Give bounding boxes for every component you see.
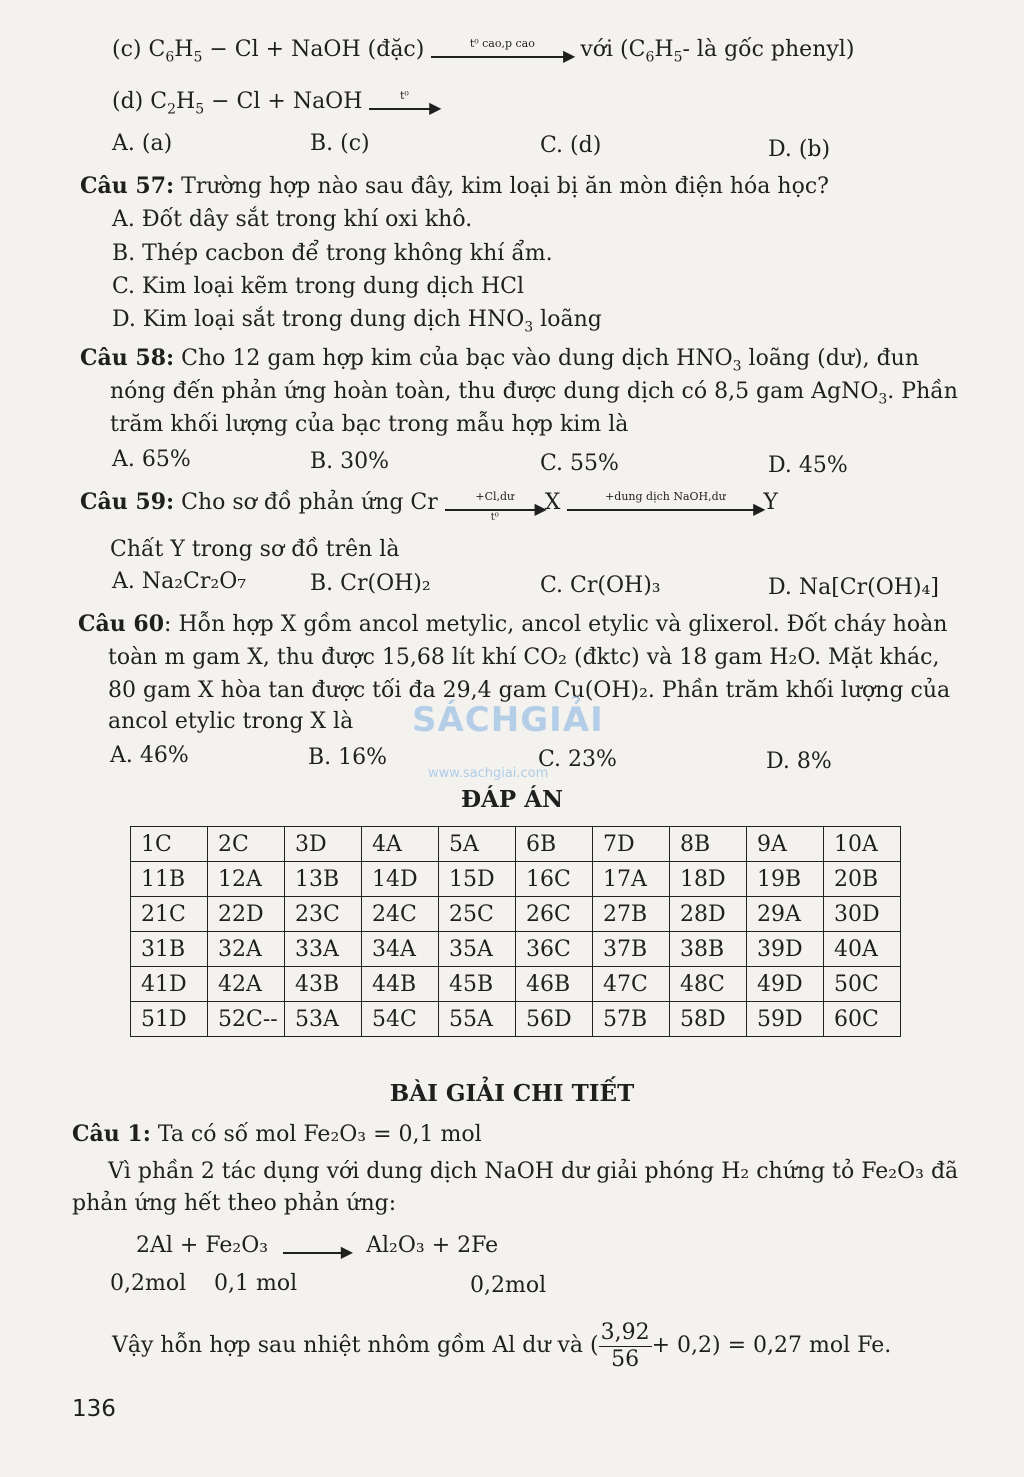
answer-cell: 1C: [131, 827, 208, 862]
answer-cell: 45B: [439, 967, 516, 1002]
q57-option-c: C. Kim loại kẽm trong dung dịch HCl: [112, 274, 524, 299]
q59-question-line2: Chất Y trong sơ đồ trên là: [110, 537, 400, 562]
q57-question: Câu 57: Trường hợp nào sau đây, kim loại bị ăn mòn điện hóa học?: [80, 173, 829, 199]
answer-cell: 21C: [131, 897, 208, 932]
answer-cell: 22D: [208, 897, 285, 932]
answers-row: [131, 897, 901, 932]
solution-final: Vậy hỗn hợp sau nhiệt nhôm gồm Al dư và ( $\frac{3,92}{56}$ + 0,2) = 0,27 mol Fe.: [112, 1319, 892, 1372]
answer-cell: 48C: [670, 967, 747, 1002]
solution-line3: phản ứng hết theo phản ứng:: [72, 1191, 397, 1216]
q58-option-d: D. 45%: [768, 453, 848, 478]
q60-option-c: C. 23%: [538, 747, 617, 772]
answer-cell: 12A: [208, 862, 285, 897]
answer-cell: 41D: [131, 967, 208, 1002]
answer-cell: 36C: [516, 932, 593, 967]
answers-row: [131, 932, 901, 967]
q59-option-c: C. Cr(OH)₃: [540, 573, 661, 598]
q60-question-line1: Câu 60: Hỗn hợp X gồm ancol metylic, ancol etylic và glixerol. Đốt cháy hoàn: [78, 611, 948, 637]
answer-cell: 2C: [208, 827, 285, 862]
answer-cell: 38B: [670, 932, 747, 967]
answer-cell: 8B: [670, 827, 747, 862]
answer-cell: 10A: [824, 827, 901, 862]
q60-option-a: A. 46%: [110, 743, 189, 768]
reaction-arrow: ▶: [283, 1238, 351, 1254]
answer-cell: 57B: [593, 1002, 670, 1037]
q58-option-b: B. 30%: [310, 449, 390, 474]
answer-cell: 6B: [516, 827, 593, 862]
answers-row: [131, 967, 901, 1002]
answer-cell: 23C: [285, 897, 362, 932]
q58-question-line2: nóng đến phản ứng hoàn toàn, thu được dung dịch có 8,5 gam AgNO$_3$. Phần: [110, 379, 958, 408]
watermark-logo: SÁCHGIẢI: [412, 700, 604, 740]
reaction-arrow: +dung dịch NaOH,dư ▶: [567, 495, 763, 511]
answer-cell: 16C: [516, 862, 593, 897]
solution-heading: BÀI GIẢI CHI TIẾT: [389, 1080, 635, 1107]
answer-cell: 49D: [747, 967, 824, 1002]
answers-row: [131, 827, 901, 862]
answer-cell: 20B: [824, 862, 901, 897]
answer-cell: 43B: [285, 967, 362, 1002]
answer-cell: 59D: [747, 1002, 824, 1037]
solution-line2: Vì phần 2 tác dụng với dung dịch NaOH dư giải phóng H₂ chứng tỏ Fe₂O₃ đã: [108, 1159, 959, 1184]
answers-row: [131, 1002, 901, 1037]
q56-line-c: (c) $C_6H_5 - Cl$ + NaOH (đặc) t⁰ cao,p cao ▶ với ($C_6H_5-$ là gốc phenyl): [112, 37, 855, 66]
answer-cell: 3D: [285, 827, 362, 862]
answer-cell: 24C: [362, 897, 439, 932]
answer-cell: 56D: [516, 1002, 593, 1037]
fraction: $\frac{3,92}{56}$: [600, 1319, 650, 1372]
answer-cell: 13B: [285, 862, 362, 897]
answer-cell: 15D: [439, 862, 516, 897]
answer-cell: 34A: [362, 932, 439, 967]
q56-option-c: C. (d): [540, 133, 602, 158]
q57-option-b: B. Thép cacbon để trong không khí ẩm.: [112, 241, 553, 266]
reaction-arrow: t⁰ ▶: [369, 94, 439, 110]
page-number: 136: [72, 1396, 116, 1422]
q57-option-a: A. Đốt dây sắt trong khí oxi khô.: [112, 207, 473, 232]
reaction-arrow: t⁰ cao,p cao ▶: [431, 42, 573, 58]
q57-option-d: D. Kim loại sắt trong dung dịch $HNO_3$ loãng: [112, 307, 602, 336]
answer-cell: 26C: [516, 897, 593, 932]
answers-heading: ĐÁP ÁN: [460, 786, 564, 813]
answer-cell: 33A: [285, 932, 362, 967]
solution-equation: 2Al + Fe₂O₃ ▶ Al₂O₃ + 2Fe: [136, 1233, 499, 1262]
q59-question: Câu 59: Cho sơ đồ phản ứng Cr +Cl,dư ▶ t⁰ X +dung dịch NaOH,dư ▶ Y: [80, 489, 778, 524]
q59-option-d: D. Na[Cr(OH)₄]: [768, 575, 939, 600]
q59-option-b: B. Cr(OH)₂: [310, 571, 431, 596]
answer-cell: 9A: [747, 827, 824, 862]
q60-option-b: B. 16%: [308, 745, 388, 770]
solution-mol-2: 0,1 mol: [214, 1271, 298, 1296]
answer-cell: 28D: [670, 897, 747, 932]
answer-cell: 46B: [516, 967, 593, 1002]
q58-option-c: C. 55%: [540, 451, 619, 476]
answer-cell: 51D: [131, 1002, 208, 1037]
q58-question-line3: trăm khối lượng của bạc trong mẫu hợp kim là: [110, 412, 629, 437]
answer-cell: 54C: [362, 1002, 439, 1037]
q58-question-line1: Câu 58: Cho 12 gam hợp kim của bạc vào dung dịch $HNO_3$ loãng (dư), đun: [80, 345, 920, 375]
answer-cell: 19B: [747, 862, 824, 897]
q59-option-a: A. Na₂Cr₂O₇: [112, 569, 247, 594]
answer-cell: 44B: [362, 967, 439, 1002]
q60-question-line2: toàn m gam X, thu được 15,68 lít khí CO₂ (đktc) và 18 gam H₂O. Mặt khác,: [108, 645, 940, 670]
answer-cell: 5A: [439, 827, 516, 862]
answer-cell: 37B: [593, 932, 670, 967]
answer-cell: 17A: [593, 862, 670, 897]
answer-cell: 52C--: [208, 1002, 285, 1037]
q56-option-b: B. (c): [310, 131, 370, 156]
answers-row: [131, 862, 901, 897]
answer-cell: 14D: [362, 862, 439, 897]
q56-option-d: D. (b): [768, 137, 831, 162]
answer-cell: 32A: [208, 932, 285, 967]
answer-cell: 58D: [670, 1002, 747, 1037]
q60-question-line3: 80 gam X hòa tan được tối đa 29,4 gam Cu(OH)₂. Phần trăm khối lượng của: [108, 678, 951, 703]
reaction-arrow: +Cl,dư ▶ t⁰: [445, 495, 545, 511]
answer-cell: 11B: [131, 862, 208, 897]
answers-table: [130, 826, 901, 1037]
q58-option-a: A. 65%: [112, 447, 191, 472]
answer-cell: 7D: [593, 827, 670, 862]
answer-cell: 40A: [824, 932, 901, 967]
q56-option-a: A. (a): [112, 131, 173, 156]
answer-cell: 29A: [747, 897, 824, 932]
answer-cell: 35A: [439, 932, 516, 967]
solution-mol-1: 0,2mol: [110, 1271, 187, 1296]
answer-cell: 18D: [670, 862, 747, 897]
answer-cell: 53A: [285, 1002, 362, 1037]
q56-line-d: (d) $C_2H_5 - Cl$ + NaOH t⁰ ▶: [112, 89, 442, 118]
q60-option-d: D. 8%: [766, 749, 832, 774]
answer-cell: 42A: [208, 967, 285, 1002]
answer-cell: 25C: [439, 897, 516, 932]
answer-cell: 55A: [439, 1002, 516, 1037]
answer-cell: 60C: [824, 1002, 901, 1037]
q60-question-line4: ancol etylic trong X là: [108, 709, 354, 734]
solution-intro: Câu 1: Ta có số mol Fe₂O₃ = 0,1 mol: [72, 1121, 482, 1147]
answer-cell: 39D: [747, 932, 824, 967]
solution-mol-3: 0,2mol: [470, 1273, 547, 1298]
answer-cell: 4A: [362, 827, 439, 862]
answer-cell: 47C: [593, 967, 670, 1002]
answer-cell: 30D: [824, 897, 901, 932]
answer-cell: 27B: [593, 897, 670, 932]
answer-cell: 31B: [131, 932, 208, 967]
watermark-url: www.sachgiai.com: [428, 766, 549, 781]
answer-cell: 50C: [824, 967, 901, 1002]
